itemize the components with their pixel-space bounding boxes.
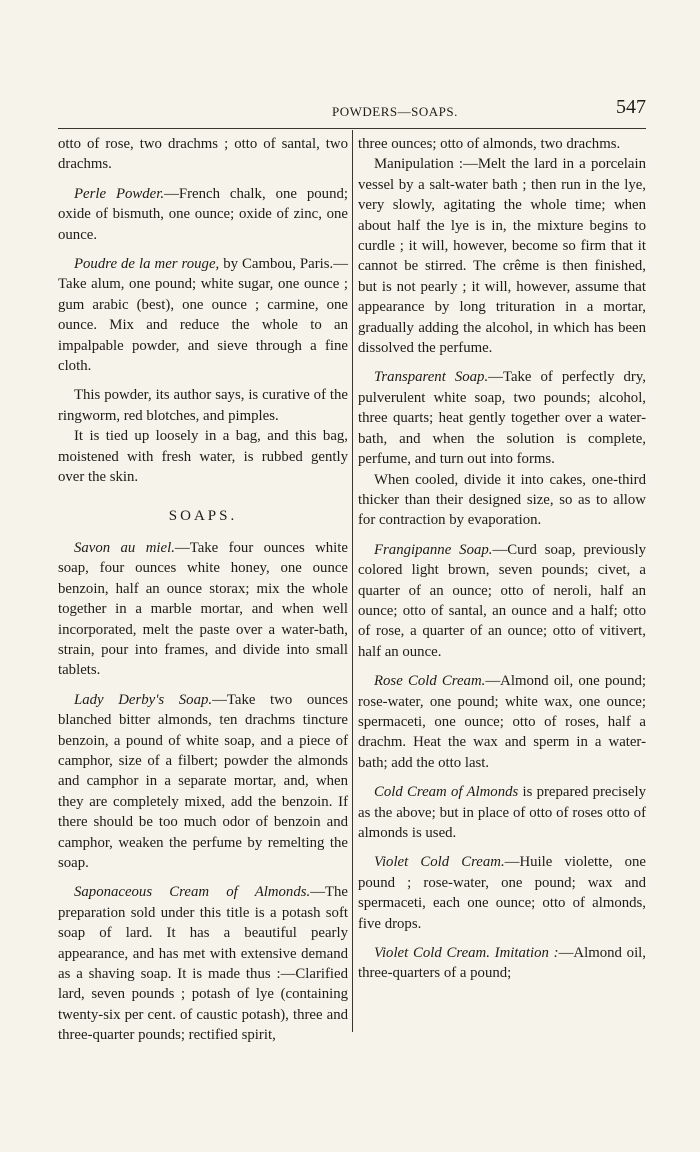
paragraph-cold-cream-almonds: [358, 782, 646, 843]
recipe-body: —Curd soap, previously colored light brown, seven pounds; civet, a quarter of an ounce; otto of neroli, half an ounce; otto of santal, an ounce and a half; otto of rose, a quarter of an ounce; otto of vitivert, half an ounce.: [358, 541, 646, 660]
paragraph: This powder, its author says, is curative of the ringworm, red blotches, and pimples.: [58, 387, 348, 424]
running-head: POWDERS—SOAPS.: [332, 104, 458, 119]
recipe-title: Lady Derby's Soap.: [74, 691, 213, 708]
paragraph-manipulation: Manipulation :—Melt the lard in a porcelain vessel by a salt-water bath ; then run in the lye, very slowly, agitating the whole time; when about half the lye is in, the mixture begins to curdle ; it will, however, become so firm that it cannot be stirred. The crême is then finished, but is not pearly ; it will, however, assume that appearance by long trituration in a mortar, gradually adding the alcohol, in which has been dissolved the perfume.: [358, 156, 646, 357]
recipe-title: Cold Cream of Almonds: [374, 784, 519, 801]
column-divider: [352, 130, 353, 1032]
recipe-title: Violet Cold Cream. Imitation :: [374, 945, 559, 962]
recipe-body: —Take of perfectly dry, pulverulent white soap, two pounds; alcohol, three quarts; heat gently together over a water-bath, and when the solution is complete, perfume, and turn out into forms.: [358, 369, 646, 468]
recipe-body: —French chalk, one pound; oxide of bismuth, one ounce; oxide of zinc, one ounce.: [58, 185, 348, 243]
left-column: [58, 134, 348, 1046]
section-heading: SOAPS.: [168, 507, 238, 524]
paragraph: otto of rose, two drachms ; otto of santal, two drachms.: [58, 136, 348, 173]
recipe-body: is prepared precisely as the above; but in place of otto of roses otto of almonds is used.: [358, 784, 646, 841]
page-number: 547: [616, 96, 646, 118]
paragraph-poudre-mer-rouge: [58, 254, 348, 376]
paragraph-perle-powder: [58, 184, 348, 245]
recipe-body: —Almond oil, one pound; rose-water, one pound; white wax, one ounce; spermaceti, one ounce; otto of roses, half a drachm. Heat the wax and sperm in a water-bath; add the otto last.: [358, 673, 646, 771]
recipe-title: Frangipanne Soap.: [374, 541, 493, 558]
paragraph: When cooled, divide it into cakes, one-third thicker than their designed size, so as to allow for contraction by evaporation.: [358, 471, 646, 529]
paragraph-lady-derby-soap: [58, 690, 348, 874]
recipe-body: —Huile violette, one pound ; rose-water, one pound; wax and spermaceti, each one ounce; otto of almonds, five drops.: [358, 854, 646, 932]
recipe-title: Savon au miel.: [74, 539, 175, 556]
recipe-body: —Almond oil, three-quarters of a pound;: [358, 945, 646, 982]
paragraph-rose-cold-cream: [358, 671, 646, 773]
paragraph: It is tied up loosely in a bag, and this bag, moistened with fresh water, is rubbed gently over the skin.: [58, 428, 348, 486]
page-header: [58, 92, 646, 129]
paragraph-frangipanne-soap: [358, 540, 646, 662]
paragraph-transparent-soap: [358, 367, 646, 469]
recipe-title: Perle Powder.: [74, 185, 165, 202]
recipe-body: —Take two ounces blanched bitter almonds, ten drachms tincture benzoin, a pound of white soap, and a piece of camphor, size of a filbert; powder the almonds and camphor in a separate mortar, and, when they are completely mixed, add the benzoin. If there should be too much odor of benzoin and camphor, weaken the perfume by remelting the soap.: [58, 691, 348, 871]
recipe-body: by Cambou, Paris.—Take alum, one pound; white sugar, one ounce ; gum arabic (best), one ounce ; carmine, one ounce. Mix and reduce the whole to an impalpable powder, and sieve through a fine cloth.: [58, 256, 349, 375]
recipe-title: Rose Cold Cream.: [374, 673, 486, 690]
recipe-title: Poudre de la mer rouge,: [74, 256, 220, 273]
paragraph-violet-cold-cream-imitation: [358, 943, 646, 984]
recipe-title: Transparent Soap.: [374, 369, 489, 386]
right-column: [358, 134, 646, 984]
paragraph-savon-au-miel: [58, 538, 348, 681]
recipe-body: —The preparation sold under this title is a potash soft soap of lard. It has a beautiful pearly appearance, and has met with extensive demand as a shaving soap. It is made thus :—Clarified lard, seven pounds ; potash of lye (containing twenty-six per cent. of caustic potash), three and three-quarter pounds; rectified spirit,: [58, 884, 348, 1044]
recipe-title: Saponaceous Cream of Almonds.: [74, 884, 311, 901]
paragraph-violet-cold-cream: [358, 852, 646, 934]
recipe-body: —Take four ounces white soap, four ounces white honey, one ounce benzoin, half an ounce storax; mix the whole together in a marble mortar, and when well incorporated, melt the paste over a water-bath, strain, pour into frames, and divide into small tablets.: [58, 539, 348, 679]
paragraph-saponaceous-cream: [58, 882, 348, 1045]
recipe-title: Violet Cold Cream.: [374, 854, 505, 871]
paragraph: three ounces; otto of almonds, two drachms.: [358, 136, 621, 152]
